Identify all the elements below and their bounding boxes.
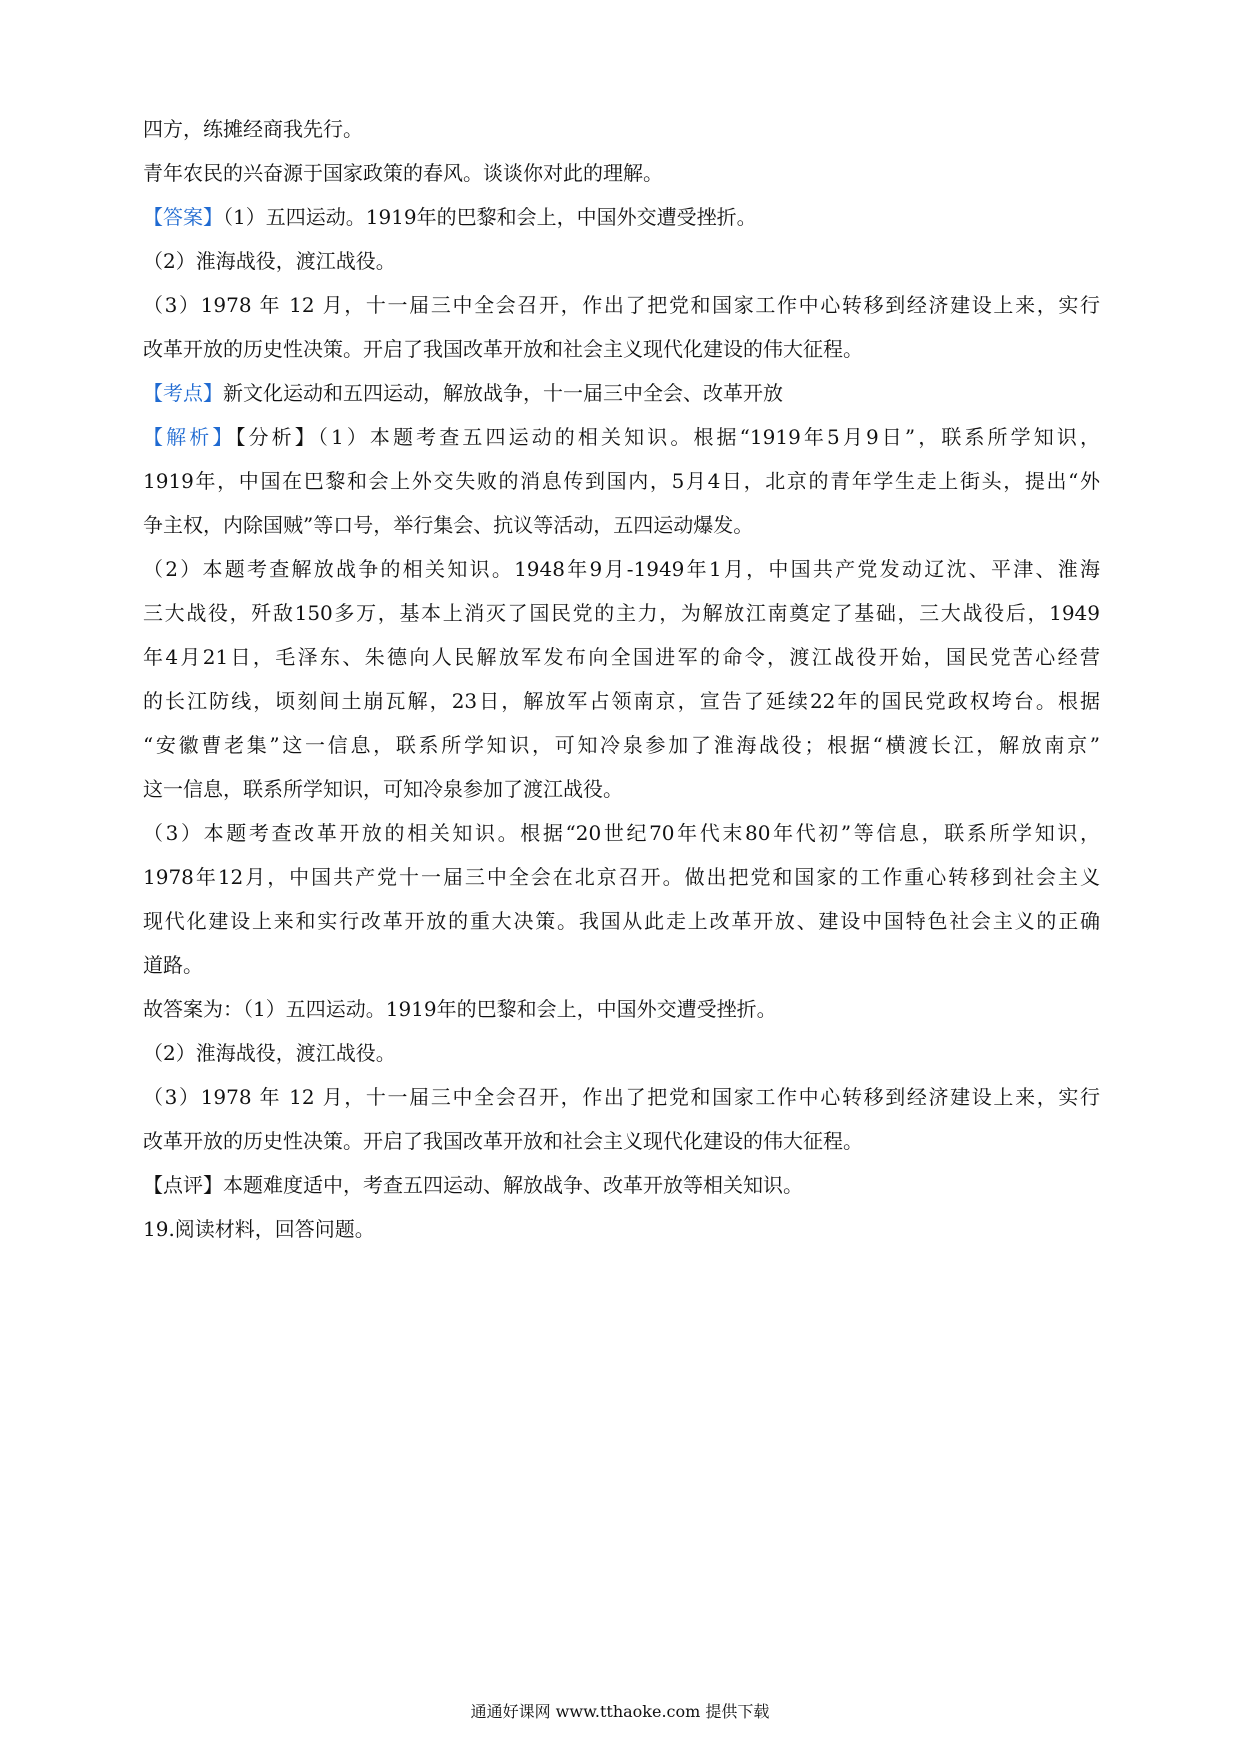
summary-line: 故答案为：（1）五四运动。1919年的巴黎和会上，中国外交遭受挫折。 (143, 997, 777, 1021)
answer-line: （3）1978 年 12 月，十一届三中全会召开，作出了把党和国家工作中心转移到经济建设上来，实行 (143, 293, 1100, 317)
summary-line: （2）淮海战役，渡江战役。 (143, 1041, 396, 1065)
answer-line: （2）淮海战役，渡江战役。 (143, 249, 396, 273)
analysis-line: （3）本题考查改革开放的相关知识。根据“20世纪70年代末80年代初”等信息，联系所学知识， (143, 821, 1100, 845)
text-line: 四方，练摊经商我先行。 (143, 117, 363, 141)
answer-text: （1）五四运动。1919年的巴黎和会上，中国外交遭受挫折。 (223, 205, 757, 229)
exam-point-tag: 【考点】 (143, 381, 223, 405)
analysis-line: 这一信息，联系所学知识，可知冷泉参加了渡江战役。 (143, 777, 623, 801)
analysis-line: 三大战役，歼敌150多万，基本上消灭了国民党的主力，为解放江南奠定了基础，三大战役后，1949 (143, 601, 1100, 625)
analysis-line: 年4月21日，毛泽东、朱德向人民解放军发布向全国进军的命令，渡江战役开始，国民党苦心经营 (143, 645, 1100, 669)
question-heading: 19.阅读材料，回答问题。 (143, 1217, 375, 1241)
comment-line: 【点评】本题难度适中，考查五四运动、解放战争、改革开放等相关知识。 (143, 1173, 803, 1197)
analysis-line: 1978年12月，中国共产党十一届三中全会在北京召开。做出把党和国家的工作重心转移到社会主义 (143, 865, 1100, 889)
exam-point-line (143, 378, 783, 408)
analysis-line: 的长江防线，顷刻间土崩瓦解，23日，解放军占领南京，宣告了延续22年的国民党政权垮台。根据 (143, 689, 1100, 713)
analysis-line (143, 422, 1100, 452)
question-prompt: 青年农民的兴奋源于国家政策的春风。谈谈你对此的理解。 (143, 161, 663, 185)
analysis-tag: 【解析】 (143, 425, 236, 449)
answer-line: 改革开放的历史性决策。开启了我国改革开放和社会主义现代化建设的伟大征程。 (143, 337, 863, 361)
analysis-text: 【分析】（1）本题考查五四运动的相关知识。根据“1919年5月9日”，联系所学知识， (235, 425, 1100, 449)
analysis-line: 1919年，中国在巴黎和会上外交失败的消息传到国内，5月4日，北京的青年学生走上街头，提出“外 (143, 469, 1100, 493)
analysis-line: “安徽曹老集”这一信息，联系所学知识，可知冷泉参加了淮海战役；根据“横渡长江，解放南京” (143, 733, 1100, 757)
answer-line (143, 202, 757, 232)
answer-tag: 【答案】 (143, 205, 223, 229)
exam-point-text: 新文化运动和五四运动，解放战争，十一届三中全会、改革开放 (223, 381, 783, 405)
summary-line: 改革开放的历史性决策。开启了我国改革开放和社会主义现代化建设的伟大征程。 (143, 1129, 863, 1153)
analysis-line: 争主权，内除国贼”等口号，举行集会、抗议等活动，五四运动爆发。 (143, 513, 754, 537)
analysis-line: 道路。 (143, 953, 203, 977)
analysis-line: （2）本题考查解放战争的相关知识。1948年9月-1949年1月，中国共产党发动辽沈、平津、淮海 (143, 557, 1100, 581)
page-footer: 通通好课网 www.tthaoke.com 提供下载 (470, 1702, 770, 1721)
summary-line: （3）1978 年 12 月，十一届三中全会召开，作出了把党和国家工作中心转移到经济建设上来，实行 (143, 1085, 1100, 1109)
analysis-line: 现代化建设上来和实行改革开放的重大决策。我国从此走上改革开放、建设中国特色社会主义的正确 (143, 909, 1100, 933)
